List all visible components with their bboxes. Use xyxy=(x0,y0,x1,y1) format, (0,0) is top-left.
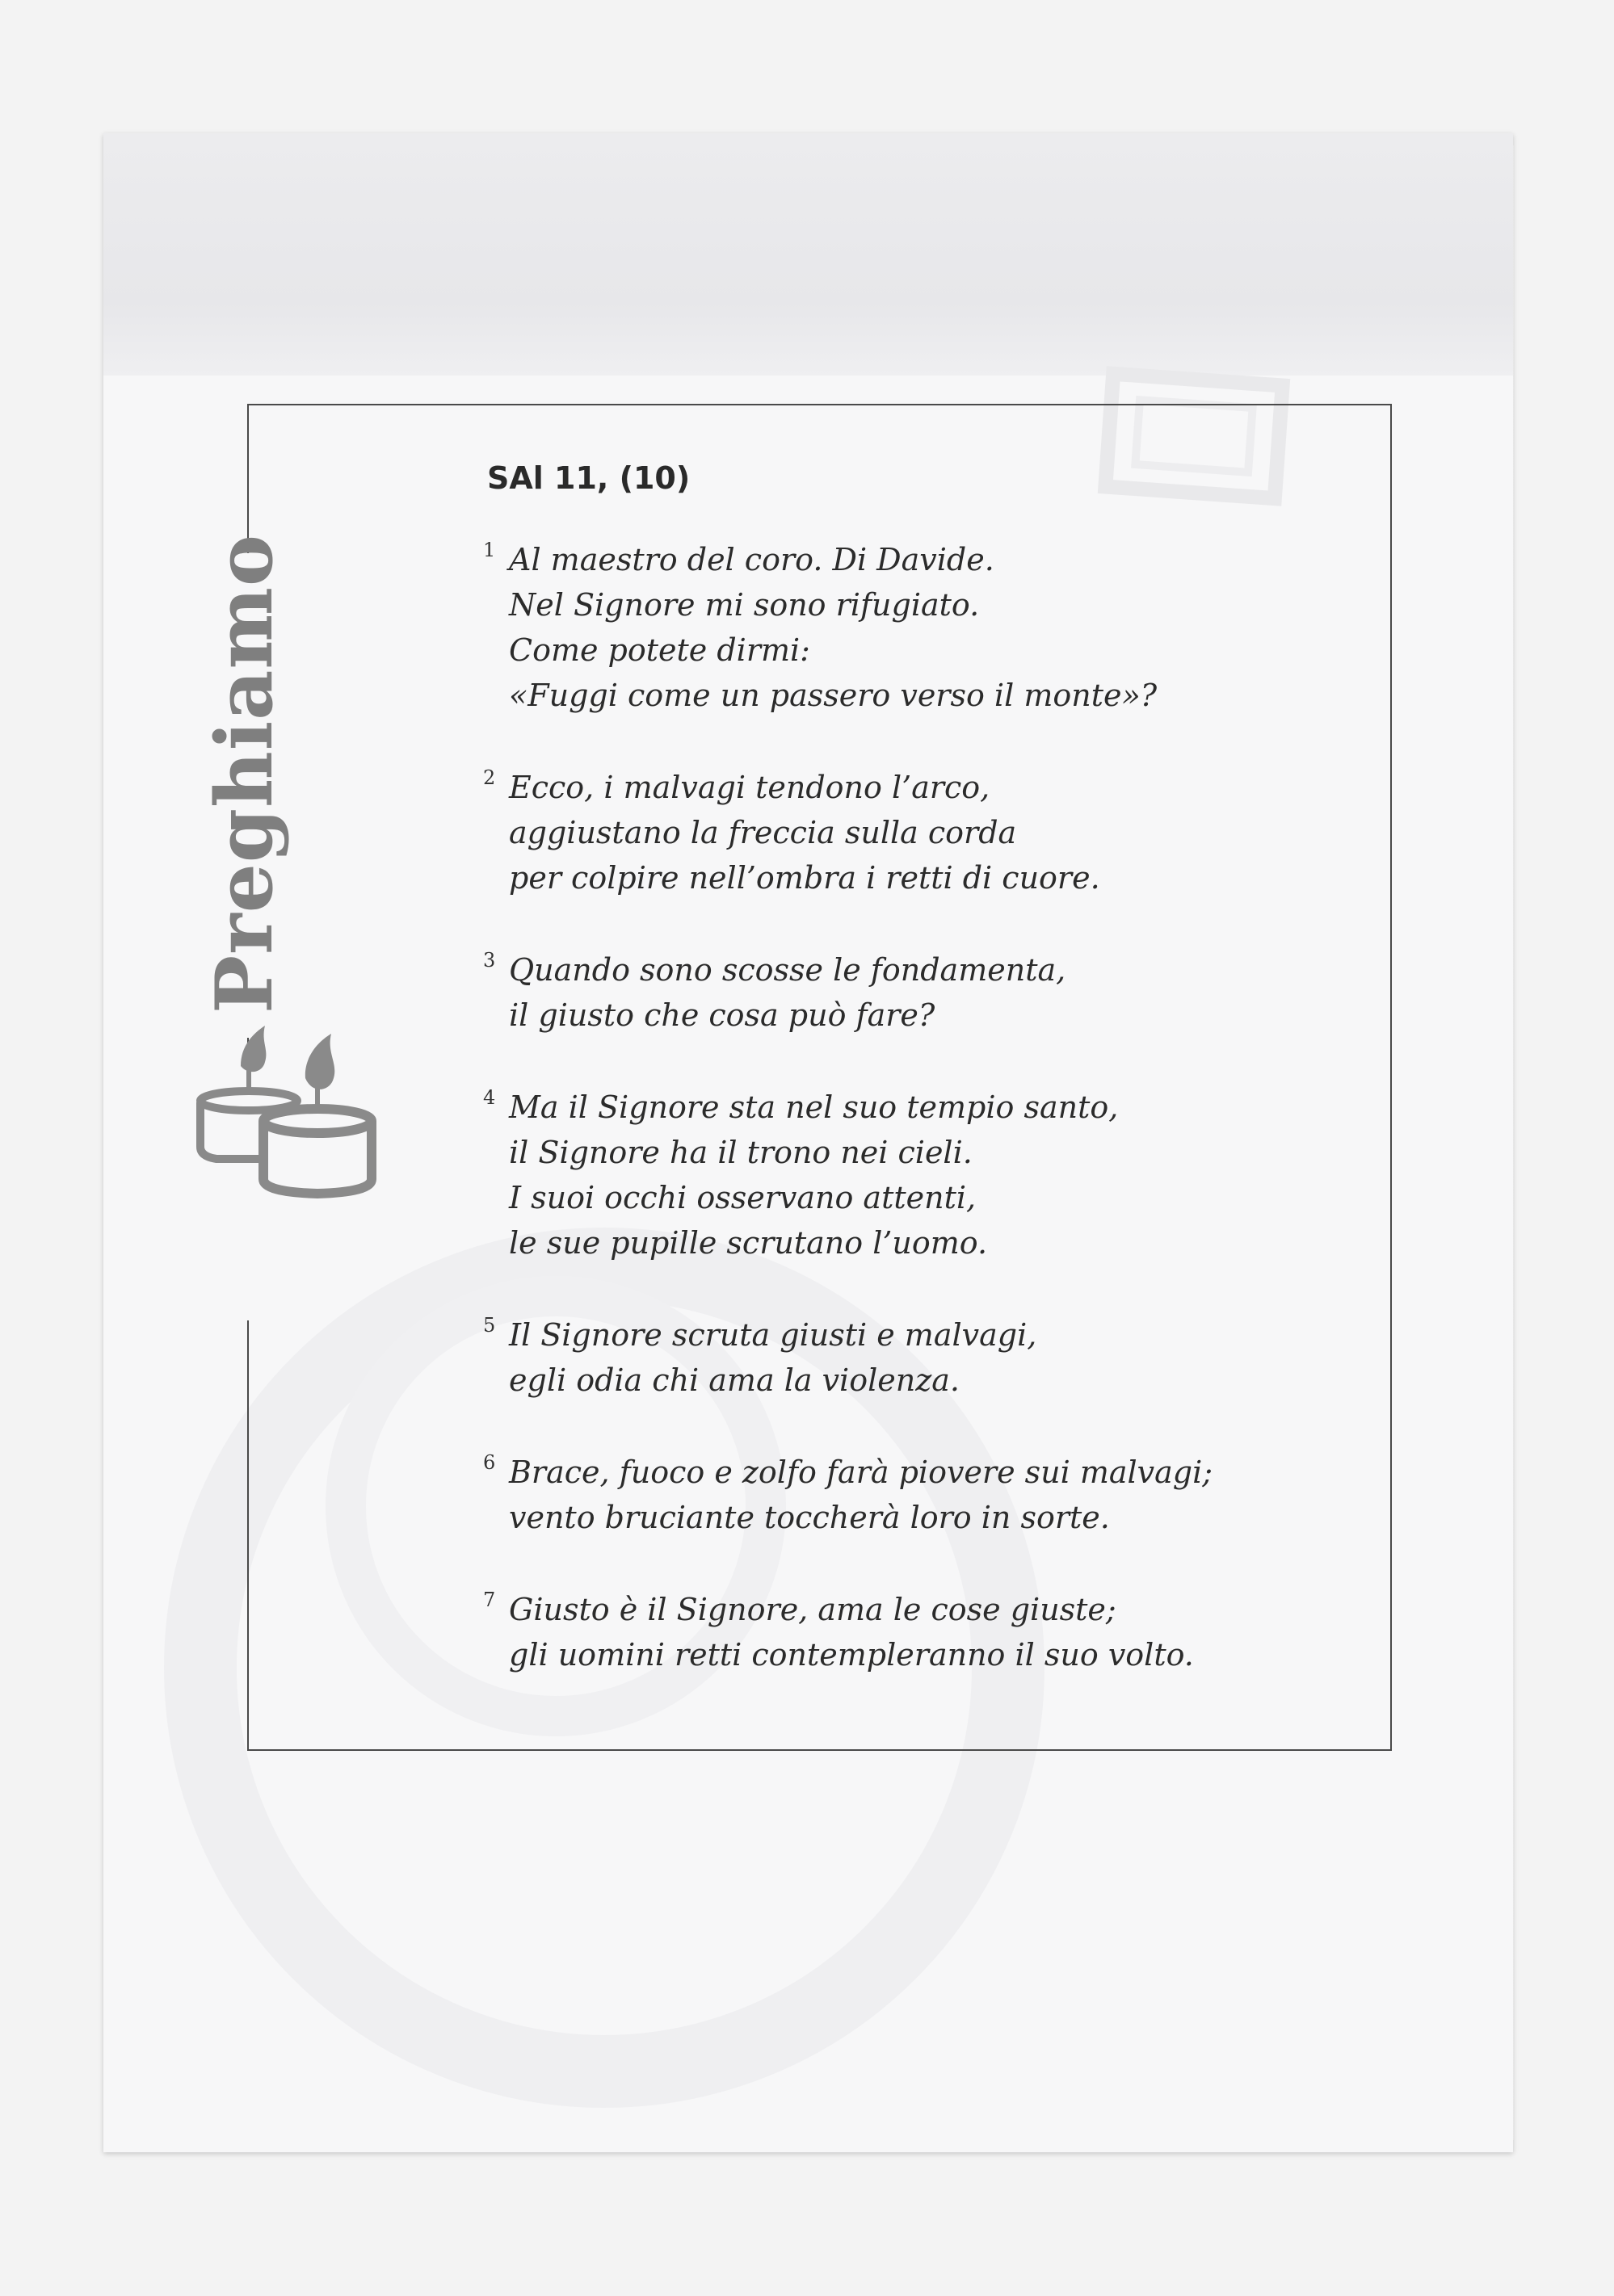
verse-line: egli odia chi ama la violenza. xyxy=(509,1362,960,1398)
verse-number: 7 xyxy=(483,1589,496,1611)
two-candles-icon xyxy=(184,1001,386,1203)
verse-number: 3 xyxy=(483,949,496,972)
verse-line: «Fuggi come un passero verso il monte»? xyxy=(509,678,1158,713)
verse-line: Quando sono scosse le fondamenta, xyxy=(509,952,1066,988)
verse-2 xyxy=(483,765,1380,900)
psalm-verses xyxy=(483,537,1380,1724)
verse-line: il giusto che cosa può fare? xyxy=(509,997,935,1033)
verse-1 xyxy=(483,537,1380,718)
verse-line: Brace, fuoco e zolfo farà piovere sui malvagi; xyxy=(509,1454,1213,1490)
verse-line: il Signore ha il trono nei cieli. xyxy=(509,1135,973,1170)
verse-line: aggiustano la freccia sulla corda xyxy=(509,815,1017,850)
verse-line: Ecco, i malvagi tendono l’arco, xyxy=(509,770,990,805)
booklet-page xyxy=(103,133,1513,2152)
verse-3 xyxy=(483,947,1380,1038)
verse-7 xyxy=(483,1587,1380,1677)
verse-number: 2 xyxy=(483,766,496,789)
verse-line: vento bruciante toccherà loro in sorte. xyxy=(509,1500,1110,1535)
verse-line: per colpire nell’ombra i retti di cuore. xyxy=(509,860,1100,896)
verse-line: Nel Signore mi sono rifugiato. xyxy=(509,587,980,623)
verse-line: Giusto è il Signore, ama le cose giuste; xyxy=(509,1592,1116,1627)
verse-line: Al maestro del coro. Di Davide. xyxy=(509,542,994,577)
verse-number: 6 xyxy=(483,1451,496,1474)
verse-line: gli uomini retti contempleranno il suo volto. xyxy=(509,1637,1194,1673)
verse-6 xyxy=(483,1450,1380,1540)
verse-line: le sue pupille scrutano l’uomo. xyxy=(509,1225,988,1261)
side-title-preghiamo: Preghiamo xyxy=(199,533,290,1014)
psalm-title: SAl 11, (10) xyxy=(487,460,691,496)
verse-4 xyxy=(483,1085,1380,1266)
verse-line: Ma il Signore sta nel suo tempio santo, xyxy=(509,1089,1119,1125)
verse-number: 5 xyxy=(483,1314,496,1337)
verse-number: 1 xyxy=(483,539,496,561)
verse-line: Come potete dirmi: xyxy=(509,632,810,668)
verse-line: I suoi occhi osservano attenti, xyxy=(509,1180,977,1215)
verse-line: Il Signore scruta giusti e malvagi, xyxy=(509,1317,1037,1353)
verse-5 xyxy=(483,1312,1380,1403)
verse-number: 4 xyxy=(483,1086,496,1109)
